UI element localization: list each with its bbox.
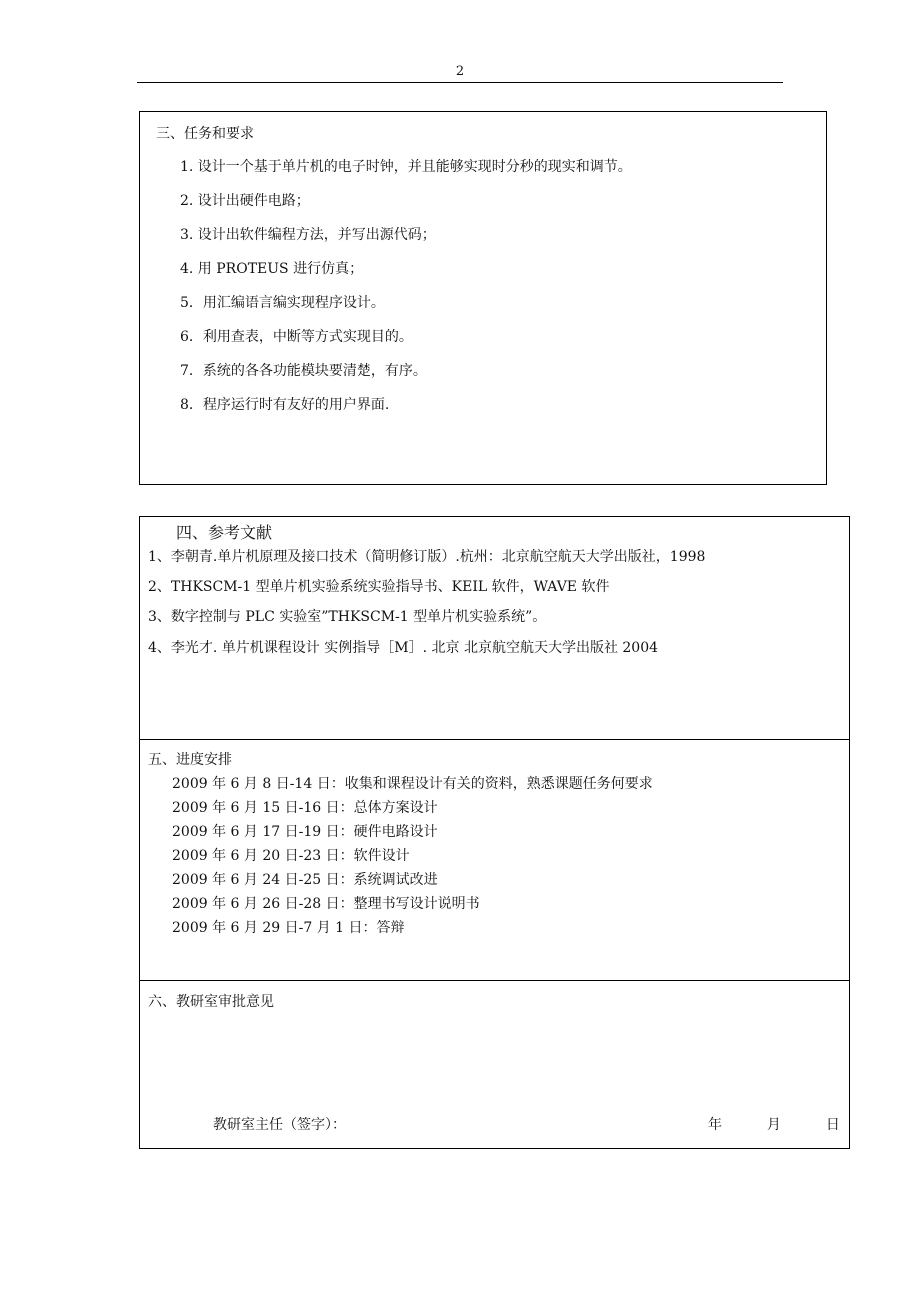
schedule-item: 2009 年 6 月 8 日-14 日：收集和课程设计有关的资料，熟悉课题任务何要求 (172, 776, 653, 792)
signature-label: 教研室主任（签字）： (213, 1117, 346, 1133)
schedule-item: 2009 年 6 月 26 日-28 日：整理书写设计说明书 (172, 896, 480, 912)
schedule-item: 2009 年 6 月 17 日-19 日：硬件电路设计 (172, 824, 438, 840)
date-fields (708, 1114, 840, 1134)
schedule-item: 2009 年 6 月 20 日-23 日：软件设计 (172, 848, 410, 864)
tasks-box (139, 111, 827, 485)
reference-item: 2、THKSCM-1 型单片机实验系统实验指导书、KEIL 软件，WAVE 软件 (148, 579, 610, 595)
header-rule (137, 82, 783, 83)
schedule-item: 2009 年 6 月 24 日-25 日：系统调试改进 (172, 872, 438, 888)
task-item: 6．利用查表，中断等方式实现目的。 (180, 329, 413, 345)
task-item: 7．系统的各各功能模块要清楚，有序。 (180, 363, 427, 379)
task-item: 1. 设计一个基于单片机的电子时钟，并且能够实现时分秒的现实和调节。 (180, 159, 632, 175)
task-item: 4. 用 PROTEUS 进行仿真； (180, 261, 364, 277)
schedule-item: 2009 年 6 月 15 日-16 日：总体方案设计 (172, 800, 438, 816)
tasks-heading: 三、任务和要求 (156, 126, 254, 142)
reference-item: 4、李光才. 单片机课程设计 实例指导［M］. 北京 北京航空航天大学出版社 2004 (148, 640, 659, 656)
approval-heading: 六、教研室审批意见 (148, 994, 274, 1010)
date-day-label: 日 (825, 1117, 840, 1133)
task-item: 5．用汇编语言编实现程序设计。 (180, 295, 385, 311)
date-month-label: 月 (766, 1117, 781, 1133)
schedule-heading: 五、进度安排 (148, 752, 232, 768)
schedule-item: 2009 年 6 月 29 日-7 月 1 日：答辩 (172, 920, 405, 936)
page-number: 2 (455, 64, 465, 79)
references-heading: 四、参考文献 (176, 523, 273, 542)
date-year-label: 年 (708, 1117, 722, 1133)
task-item: 8．程序运行时有友好的用户界面. (180, 397, 390, 413)
reference-item: 3、数字控制与 PLC 实验室”THKSCM-1 型单片机实验系统”。 (148, 609, 547, 625)
reference-item: 1、李朝青.单片机原理及接口技术（简明修订版）.杭州：北京航空航天大学出版社，1998 (148, 549, 706, 565)
task-item: 3. 设计出软件编程方法，并写出源代码； (180, 227, 436, 243)
schedule-section (140, 740, 849, 981)
references-section (140, 517, 849, 740)
task-item: 2. 设计出硬件电路； (180, 193, 310, 209)
lower-table (139, 516, 850, 1149)
